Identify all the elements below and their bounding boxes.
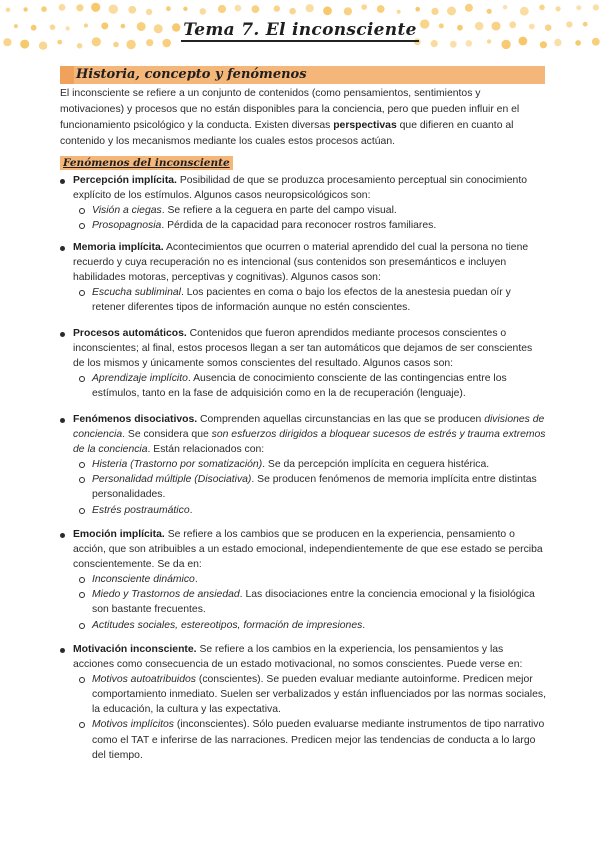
sub-item: Aprendizaje implícito. Ausencia de conocimiento consciente de las contingencias entre los estímulos, tanto en la fase de adquisición como en la de recuperación (lenguaje).	[60, 371, 546, 401]
circle-bullet-icon	[79, 223, 85, 229]
decorative-dot	[397, 10, 401, 14]
decorative-dot	[593, 4, 599, 10]
item-percepcion-implicita: Percepción implícita. Posibilidad de que se produzca procesamiento perceptual sin conocimiento explícito de los estímulos. Algunos casos neuropsicológicos son: Visión a ciegas. Se refiere a la ceguera en parte del campo visual. Prosopagnosia. Pérdida de la capacidad para reconocer rostros familiares.	[60, 173, 546, 233]
item-motivacion-inconsciente: Motivación inconsciente. Se refiere a los cambios en la experiencia, los pensamientos y las acciones como consecuencia de un estado motivacional, no somos conscientes. Puede verse en: Motivos autoatribuidos (conscientes). Se pueden evaluar mediante autoinforme. Predicen mejor comportamiento inmediato. Suelen ser verbalizados y están influenciados por las normas sociales, la educación, la cultura y las expectativa. Motivos implícitos (inconscientes). Sólo pueden evaluarse mediante instrumentos de tipo narrativo como el TAT e inferirse de las narraciones. Predicen mejor las tendencias de conducta a lo largo del tiempo.	[60, 642, 546, 763]
decorative-dot	[556, 6, 561, 11]
decorative-dot	[415, 7, 420, 12]
decorative-dot	[487, 9, 492, 14]
decorative-dot	[274, 5, 280, 11]
circle-bullet-icon	[79, 376, 85, 382]
circle-bullet-icon	[79, 477, 85, 483]
decorative-dot	[109, 5, 118, 14]
decorative-dot	[466, 40, 473, 47]
sub-item: Visión a ciegas. Se refiere a la ceguera en parte del campo visual.	[60, 203, 546, 218]
decorative-dot	[113, 42, 119, 48]
decorative-dot	[39, 42, 47, 50]
sub-item: Actitudes sociales, estereotipos, formación de impresiones.	[60, 618, 546, 633]
sub-item: Personalidad múltiple (Disociativa). Se producen fenómenos de memoria implícita entre distintas personalidades.	[60, 472, 546, 502]
decorative-dot	[431, 40, 438, 47]
decorative-dot	[6, 8, 11, 13]
decorative-dot	[57, 40, 62, 45]
decorative-dot	[77, 43, 83, 49]
item-memoria-implicita: Memoria implícita. Acontecimientos que ocurren o material aprendido del cual la persona no tiene recuerdo y cuya recuperación no es intencional (sus contenidos son presemánticos e incluyen habilidades motoras, perceptivas y cognitivas). Algunos casos son: Escucha subliminal. Los pacientes en coma o bajo los efectos de la anestesia puedan oír y retener diferentes tipos de información aunque no estén conscientes.	[60, 240, 546, 315]
decorative-dot	[289, 8, 296, 15]
bullet-icon	[60, 332, 65, 337]
decorative-dot	[377, 5, 385, 13]
circle-bullet-icon	[79, 722, 85, 728]
decorative-dot	[76, 4, 83, 11]
item-fenomenos-disociativos: Fenómenos disociativos. Comprenden aquellas circunstancias en las que se producen divisiones de conciencia. Se considera que son esfuerzos dirigidos a bloquear sucesos de estrés y trauma extremos de la conciencia. Están relacionados con: Histeria (Trastorno por somatización). Se da percepción implícita en ceguera histérica. Personalidad múltiple (Disociativa). Se producen fenómenos de memoria implícita entre distintas personalidades. Estrés postraumático.	[60, 412, 546, 518]
sub-item: Miedo y Trastornos de ansiedad. Las disociaciones entre la conciencia emocional y la fisiológica son bastante frecuentes.	[60, 587, 546, 617]
circle-bullet-icon	[79, 508, 85, 514]
decorative-dot	[20, 40, 29, 49]
decorative-dot	[503, 5, 507, 9]
item-procesos-automaticos: Procesos automáticos. Contenidos que fueron aprendidos mediante procesos conscientes o inconscientes; al final, estos procesos llegan a ser tan automáticos que dejamos de ser conscientes de los mismos y únicamente somos conscientes del resultado. Algunos casos son: Aprendizaje implícito. Ausencia de conocimiento consciente de las contingencias entre los estímulos, tanto en la fase de adquisición como en la de recuperación (lenguaje).	[60, 326, 546, 401]
sub-item: Motivos autoatribuidos (conscientes). Se pueden evaluar mediante autoinforme. Predicen mejor comportamiento inmediato. Suelen ser verbalizados y están influenciados por las normas sociales, la educación, la cultura y las expectativa.	[60, 672, 546, 717]
circle-bullet-icon	[79, 462, 85, 468]
decorative-dot	[431, 8, 438, 15]
bullet-icon	[60, 246, 65, 251]
decorative-dot	[450, 41, 457, 48]
decorative-dot	[539, 5, 545, 11]
circle-bullet-icon	[79, 290, 85, 296]
decorative-dot	[575, 40, 581, 46]
section-heading: Historia, concepto y fenómenos	[60, 66, 545, 84]
decorative-dot	[183, 7, 187, 11]
decorative-dot	[465, 4, 473, 12]
decorative-dot	[218, 5, 226, 13]
decorative-dot	[126, 40, 135, 49]
decorative-dot	[576, 5, 581, 10]
bullet-icon	[60, 418, 65, 423]
subsection-heading: Fenómenos del inconsciente	[60, 156, 233, 170]
bullet-icon	[60, 648, 65, 653]
decorative-dot	[323, 6, 332, 15]
sub-item: Prosopagnosia. Pérdida de la capacidad para reconocer rostros familiares.	[60, 218, 546, 233]
decorative-dot	[166, 6, 171, 11]
sub-item: Motivos implícitos (inconscientes). Sólo pueden evaluarse mediante instrumentos de tipo narrativo como el TAT e inferirse de las narraciones. Predicen mejor las tendencias de conducta a lo largo del tiempo.	[60, 717, 546, 762]
decorative-dot	[235, 5, 242, 12]
circle-bullet-icon	[79, 592, 85, 598]
circle-bullet-icon	[79, 677, 85, 683]
sub-item: Inconsciente dinámico.	[60, 572, 546, 587]
circle-bullet-icon	[79, 623, 85, 629]
intro-paragraph: El inconsciente se refiere a un conjunto de contenidos (como pensamientos, sentimientos y motivaciones) y procesos que no están disponibles para la conciencia, pero que pueden influir en el funcionamiento psicológico y la conducta. Existen diversas perspectivas que difieren en cuanto al contenido y los mecanismos mediante los cuales estos procesos actúan.	[60, 88, 520, 147]
decorative-dot	[501, 40, 510, 49]
decorative-dot	[306, 4, 314, 12]
decorative-dot	[59, 4, 66, 11]
decorative-dot	[128, 6, 136, 14]
page-title: Tema 7. El inconsciente	[183, 20, 417, 40]
circle-bullet-icon	[79, 577, 85, 583]
decorative-dot	[344, 7, 352, 15]
decorative-dot	[41, 6, 47, 12]
decorative-dot	[447, 7, 456, 16]
circle-bullet-icon	[79, 208, 85, 214]
decorative-dot	[200, 8, 207, 15]
decorative-dot	[91, 3, 100, 12]
decorative-dot	[252, 5, 260, 13]
sub-item: Escucha subliminal. Los pacientes en coma o bajo los efectos de la anestesia puedan oír y retener diferentes tipos de información aunque no estén conscientes.	[60, 285, 546, 315]
decorative-dot	[540, 41, 547, 48]
decorative-dot	[520, 7, 529, 16]
decorative-dot	[146, 9, 152, 15]
decorative-dot	[146, 39, 153, 46]
decorative-dot	[361, 4, 367, 10]
bullet-icon	[60, 533, 65, 538]
sub-item: Estrés postraumático.	[60, 503, 546, 518]
decorative-dot	[23, 7, 27, 11]
item-emocion-implicita: Emoción implícita. Se refiere a los cambios que se producen en la experiencia, pensamiento o acción, que son atribuibles a un estado emocional, independientemente de que ese estado se perciba conscientemente. Se da en: Inconsciente dinámico. Miedo y Trastornos de ansiedad. Las disociaciones entre la conciencia emocional y la fisiológica son bastante frecuentes. Actitudes sociales, estereotipos, formación de impresiones.	[60, 527, 546, 633]
sub-item: Histeria (Trastorno por somatización). Se da percepción implícita en ceguera histérica.	[60, 457, 546, 472]
bullet-icon	[60, 179, 65, 184]
